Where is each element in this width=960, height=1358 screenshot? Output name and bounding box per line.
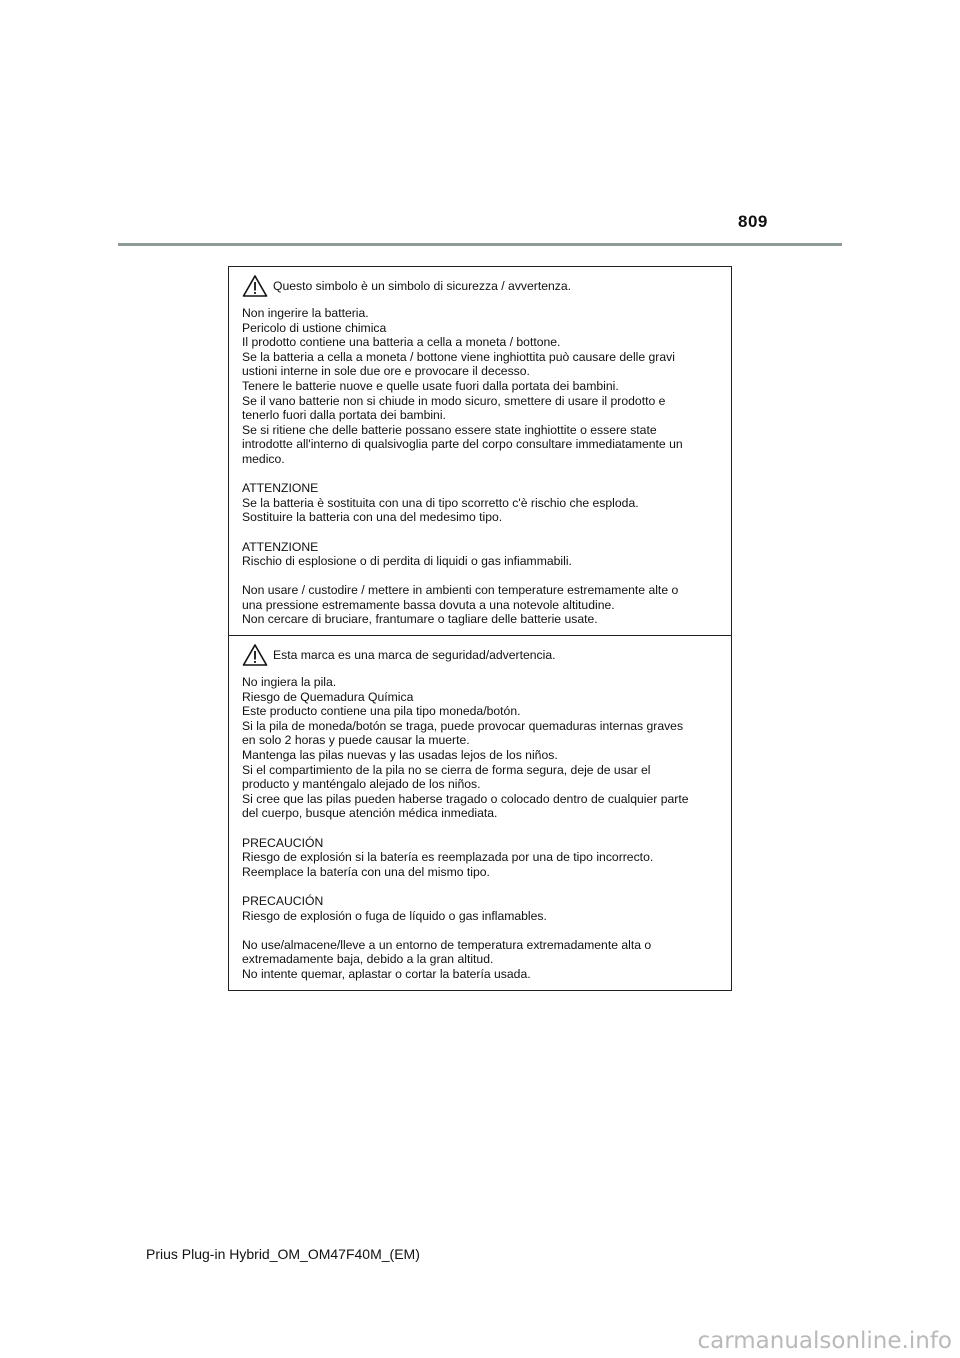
text-line: Riesgo de explosión si la batería es reemplazada por una de tipo incorrecto. bbox=[242, 850, 654, 865]
section-heading bbox=[242, 642, 721, 668]
text-line: Tenere le batterie nuove e quelle usate fuori dalla portata dei bambini. bbox=[242, 378, 619, 393]
footer-document-id: Prius Plug-in Hybrid_OM_OM47F40M_(EM) bbox=[146, 1246, 420, 1262]
text-line: PRECAUCIÓN bbox=[242, 835, 324, 850]
text-line: introdotte all'interno di qualsivoglia parte del corpo consultare immediatamente un bbox=[242, 437, 683, 452]
battery-warning-box bbox=[228, 266, 732, 991]
text-line: Mantenga las pilas nuevas y las usadas lejos de los niños. bbox=[242, 748, 558, 763]
header-rule bbox=[118, 243, 842, 246]
text-line: Este producto contiene una pila tipo moneda/botón. bbox=[242, 704, 521, 719]
paragraph bbox=[242, 481, 721, 525]
text-line: tenerlo fuori dalla portata dei bambini. bbox=[242, 408, 446, 423]
text-line: PRECAUCIÓN bbox=[242, 893, 324, 908]
text-line: No intente quemar, aplastar o cortar la batería usada. bbox=[242, 966, 531, 981]
text-line: No ingiera la pila. bbox=[242, 675, 337, 690]
text-line: Riesgo de Quemadura Química bbox=[242, 689, 414, 704]
paragraph bbox=[242, 836, 721, 880]
text-line: Se la batteria è sostituita con una di tipo scorretto c'è rischio che esploda. bbox=[242, 495, 639, 510]
text-line: Sostituire la batteria con una del medesimo tipo. bbox=[242, 510, 503, 525]
text-line: medico. bbox=[242, 451, 285, 466]
text-line: Il prodotto contiene una batteria a cella a moneta / bottone. bbox=[242, 335, 561, 350]
text-line: ATTENZIONE bbox=[242, 539, 319, 554]
section-heading-text: Questo simbolo è un simbolo di sicurezza / avvertenza. bbox=[273, 278, 572, 293]
text-line: Reemplace la batería con una del mismo tipo. bbox=[242, 864, 490, 879]
text-line: producto y manténgalo alejado de los niños. bbox=[242, 777, 481, 792]
paragraph bbox=[242, 675, 721, 821]
paragraph bbox=[242, 894, 721, 923]
warning-triangle-icon bbox=[242, 643, 268, 667]
text-line: Se il vano batterie non si chiude in modo sicuro, smettere di usare il prodotto e bbox=[242, 393, 666, 408]
text-line: una pressione estremamente bassa dovuta a una notevole altitudine. bbox=[242, 597, 615, 612]
paragraph bbox=[242, 583, 721, 627]
text-line: Rischio di esplosione o di perdita di liquidi o gas infiammabili. bbox=[242, 554, 572, 569]
text-line: Riesgo de explosión o fuga de líquido o gas inflamables. bbox=[242, 908, 547, 923]
text-line: No use/almacene/lleve a un entorno de temperatura extremadamente alta o bbox=[242, 937, 652, 952]
text-line: Se la batteria a cella a moneta / bottone viene inghiottita può causare delle gravi bbox=[242, 349, 675, 364]
section-heading bbox=[242, 273, 721, 299]
text-line: Non cercare di bruciare, frantumare o tagliare delle batterie usate. bbox=[242, 612, 598, 627]
text-line: ustioni interne in sole due ore e provocare il decesso. bbox=[242, 364, 530, 379]
text-line: Si la pila de moneda/botón se traga, puede provocar quemaduras internas graves bbox=[242, 718, 684, 733]
text-line: del cuerpo, busque atención médica inmediata. bbox=[242, 806, 498, 821]
paragraph bbox=[242, 938, 721, 982]
text-line: Non ingerire la batteria. bbox=[242, 306, 369, 320]
text-line: Non usare / custodire / mettere in ambienti con temperature estremamente alte o bbox=[242, 583, 679, 598]
section-heading-text: Esta marca es una marca de seguridad/advertencia. bbox=[273, 647, 556, 662]
text-line: ATTENZIONE bbox=[242, 481, 319, 496]
section-italian bbox=[229, 267, 731, 635]
paragraph bbox=[242, 540, 721, 569]
text-line: Si cree que las pilas pueden haberse tragado o colocado dentro de cualquier parte bbox=[242, 791, 689, 806]
text-line: en solo 2 horas y puede causar la muerte. bbox=[242, 733, 470, 748]
text-line: Pericolo di ustione chimica bbox=[242, 320, 387, 335]
page-number: 809 bbox=[738, 212, 768, 231]
text-line: extremadamente baja, debido a la gran altitud. bbox=[242, 952, 494, 967]
paragraph bbox=[242, 306, 721, 467]
watermark: carmanualsonline.info bbox=[697, 1328, 952, 1354]
warning-triangle-icon bbox=[242, 274, 268, 298]
section-spanish bbox=[229, 635, 731, 989]
text-line: Se si ritiene che delle batterie possano essere state inghiottite o essere state bbox=[242, 422, 657, 437]
text-line: Si el compartimiento de la pila no se cierra de forma segura, deje de usar el bbox=[242, 762, 651, 777]
